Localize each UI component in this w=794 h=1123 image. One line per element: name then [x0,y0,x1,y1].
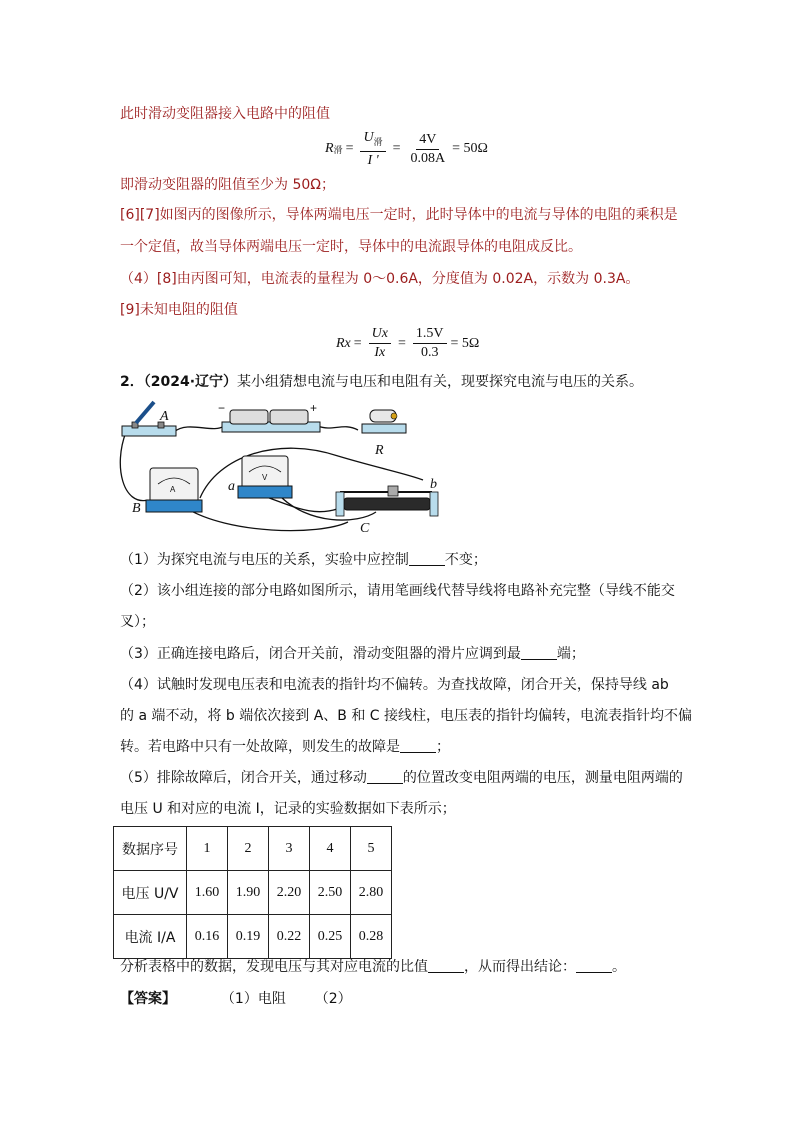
formula1-result: = 50Ω [452,141,488,157]
label-b-ammeter: B [132,501,141,516]
formula-r-slide: R 滑 = $\frac{U_滑}{I '}$ = $\frac{4V}{0.08A}$ = 50Ω [325,130,488,168]
table-cell: 0.25 [310,915,351,959]
table-cell: 0.28 [351,915,392,959]
solution-line-4: 一个定值，故当导体两端电压一定时，导体中的电流跟导体的电阻成反比。 [120,239,582,255]
formula1-num2: 4V [416,132,439,150]
table-cell: 1.60 [187,871,228,915]
q1-pre: （1）为探究电流与电压的关系，实验中应控制 [120,552,409,568]
q4-line-1: （4）试触时发现电压表和电流表的指针均不偏转。为查找故障，闭合开关，保持导线 ab [120,677,669,693]
analysis-mid: ，从而得出结论： [464,959,576,975]
formula2-lhs: Rx [336,335,351,351]
table-cell: 5 [351,827,392,871]
table-row [114,871,392,915]
question-stem [120,372,643,392]
label-a-switch: A [160,409,169,424]
table-cell: 1 [187,827,228,871]
table-cell: 0.16 [187,915,228,959]
circuit-figure [118,396,458,542]
q2-line-2: 叉）； [120,614,155,630]
formula2-num2: 1.5V [413,326,447,344]
answer-2: （2） [314,991,352,1007]
table-cell: 0.22 [269,915,310,959]
q4-pre: 转。若电路中只有一处故障，则发生的故障是 [120,739,400,755]
formula1-lhs: R [325,141,334,157]
blank-q5 [367,769,403,784]
blank-conclusion [576,958,612,973]
q3 [120,644,585,664]
table-row [114,915,392,959]
solution-line-6: [9]未知电阻的阻值 [120,302,238,318]
formula2-result: = 5Ω [450,335,480,351]
table-cell: 1.90 [228,871,269,915]
q4-line-3 [120,737,450,757]
resistor [362,410,406,433]
blank-q4 [400,738,436,753]
formula2-num: Ux [369,326,391,344]
label-minus: − [218,401,226,415]
formula1-den: I ' [367,152,379,168]
q5-pre: （5）排除故障后，闭合开关，通过移动 [120,770,367,786]
q3-pre: （3）正确连接电路后，闭合开关前，滑动变阻器的滑片应调到最 [120,646,521,662]
q5-post: 的位置改变电阻两端的电压，测量电阻两端的 [402,770,683,786]
table-cell: 2.20 [269,871,310,915]
table-cell: 2.80 [351,871,392,915]
table-cell: 2.50 [310,871,351,915]
label-c-rheostat: C [360,521,370,536]
formula1-num: U [363,130,374,145]
analysis-line [120,957,626,977]
label-b-wire: b [430,477,437,492]
formula2-den: Ix [374,345,386,360]
formula2-den2: 0.3 [420,345,439,360]
formula1-den2: 0.08A [410,150,446,166]
table-cell: 0.19 [228,915,269,959]
formula-rx: Rx = $\frac{Ux}{Ix}$ = $\frac{1.5V}{0.3}$ = 5Ω [336,326,480,360]
blank-q3 [521,645,557,660]
label-plus: + [310,401,318,415]
q5-line-1 [120,768,683,788]
answer-1: （1）电阻 [220,991,286,1007]
solution-line-5: （4）[8]由丙图可知，电流表的量程为 0～0.6A，分度值为 0.02A，示数为 0.3A。 [120,271,640,287]
question-stem-text: 某小组猜想电流与电压和电阻有关，现要探究电流与电压的关系。 [237,374,644,390]
q1-post: 不变； [444,552,487,568]
q4-line-2: 的 a 端不动，将 b 端依次接到 A、B 和 C 接线柱，电压表的指针均偏转，电流表指针均不偏 [120,708,693,724]
label-r: R [375,443,384,458]
label-ammeter-a: A [170,485,176,494]
q3-post: 端； [556,646,585,662]
table-cell: 数据序号 [114,827,187,871]
answer-tag: 【答案】 [120,991,176,1007]
table-cell: 电流 I/A [114,915,187,959]
solution-line-1: 此时滑动变阻器接入电路中的阻值 [120,106,330,122]
analysis-pre: 分析表格中的数据，发现电压与其对应电流的比值 [120,959,428,975]
battery-holder [222,410,320,432]
question-number: 2． [120,374,144,390]
label-voltmeter-v: V [262,473,268,482]
analysis-post: 。 [612,959,626,975]
formula1-num-sub: 滑 [373,136,383,147]
solution-line-2: 即滑动变阻器的阻值至少为 50Ω； [120,177,335,193]
q1 [120,550,487,570]
solution-line-3: [6][7]如图丙的图像所示，导体两端电压一定时，此时导体中的电流与导体的电阻的乘积是 [120,207,678,223]
table-cell: 2 [228,827,269,871]
q5-line-2: 电压 U 和对应的电流 I，记录的实验数据如下表所示； [120,801,456,817]
table-header-row [114,827,392,871]
formula1-lhs-sub: 滑 [333,144,343,155]
table-cell: 电压 U/V [114,871,187,915]
q4-post: ； [436,739,450,755]
table-cell: 4 [310,827,351,871]
blank-ratio [428,958,464,973]
data-table [113,826,392,959]
table-cell: 3 [269,827,310,871]
rheostat [336,486,438,516]
blank-q1 [409,551,445,566]
question-source: （2024·辽宁） [143,374,238,390]
q2-line-1: （2）该小组连接的部分电路如图所示，请用笔画线代替导线将电路补充完整（导线不能交 [120,583,675,599]
label-a-wire: a [228,479,235,494]
answer-line [120,989,352,1009]
